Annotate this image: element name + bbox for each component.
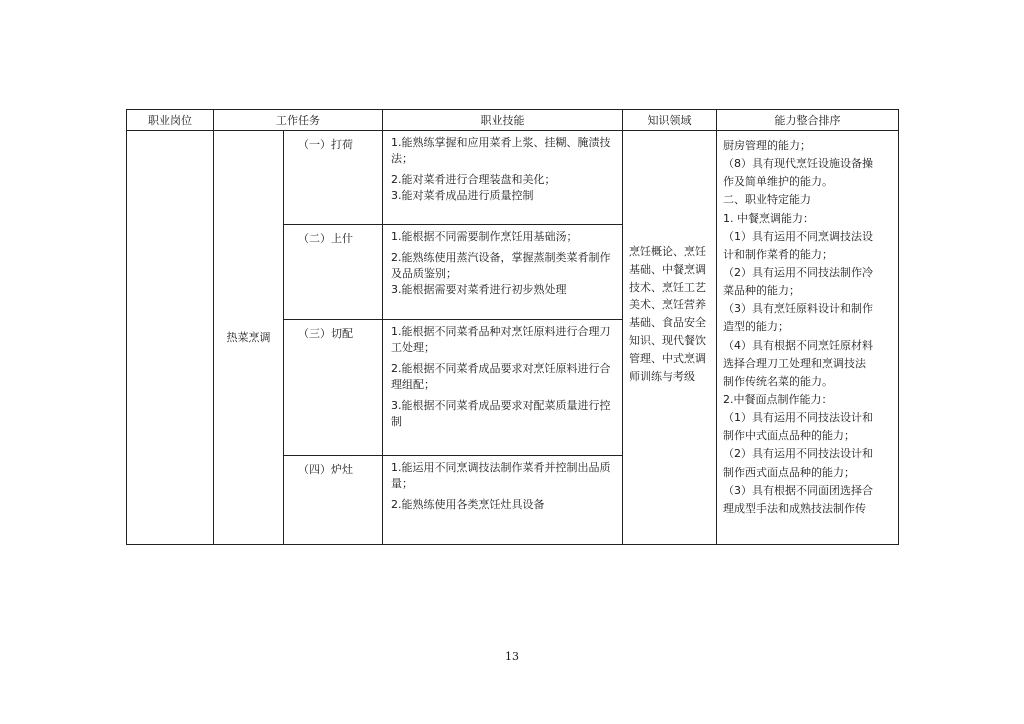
skill-cell [383, 131, 623, 225]
ability-line: 1. 中餐烹调能力： [723, 211, 814, 225]
header-ability: 能力整合排序 [717, 110, 899, 131]
ability-line: （2）具有运用不同技法制作冷 [723, 265, 873, 279]
curriculum-table [126, 109, 899, 545]
knowledge-cell: 烹饪概论、烹饪基础、中餐烹调技术、烹饪工艺美术、烹饪营养基础、食品安全知识、现代餐饮管理、中式烹调师训练与考级 [623, 131, 717, 545]
page-number: 13 [505, 650, 519, 663]
skill-item: 1.能熟练掌握和应用菜肴上浆、挂糊、腌渍技法； [391, 136, 611, 165]
ability-cell [717, 131, 899, 545]
task-cell: （二）上什 [284, 225, 383, 320]
post-name: 热菜烹调 [214, 131, 284, 545]
skill-item: 1.能根据不同菜肴品种对烹饪原料进行合理刀工处理； [391, 325, 611, 354]
skill-item: 2.能熟练使用各类烹饪灶具设备 [391, 497, 545, 511]
task-cell: （一）打荷 [284, 131, 383, 225]
skill-item: 1.能根据不同需要制作烹饪用基础汤； [391, 230, 578, 243]
ability-line: 二、职业特定能力 [723, 193, 811, 207]
table-header-row [127, 110, 899, 131]
header-post: 职业岗位 [127, 110, 214, 131]
skill-item: 3.能对菜肴成品进行质量控制 [391, 188, 534, 202]
skill-cell [383, 225, 623, 320]
header-skill: 职业技能 [383, 110, 623, 131]
ability-line: 选择合理刀工处理和烹调技法 [723, 356, 866, 370]
skill-cell [383, 456, 623, 545]
ability-line: （4）具有根据不同烹饪原材料 [723, 338, 873, 352]
skill-item: 2.能对菜肴进行合理装盘和美化； [391, 172, 556, 186]
ability-line: （8）具有现代烹饪设施设备操 [723, 157, 873, 171]
table-row [127, 131, 899, 225]
header-knowledge: 知识领域 [623, 110, 717, 131]
skill-cell [383, 320, 623, 456]
ability-line: 2.中餐面点制作能力： [723, 392, 833, 406]
ability-line: 造型的能力； [723, 320, 789, 334]
task-cell: （三）切配 [284, 320, 383, 456]
skill-item: 3.能根据需要对菜肴进行初步熟处理 [391, 282, 567, 296]
skill-item: 2.能根据不同菜肴成品要求对烹饪原料进行合理组配； [391, 361, 611, 391]
post-cell [127, 131, 214, 545]
skill-item: 1.能运用不同烹调技法制作菜肴并控制出品质量； [391, 461, 611, 490]
ability-line: （2）具有运用不同技法设计和 [723, 447, 873, 461]
ability-line: （1）具有运用不同烹调技法设 [723, 229, 873, 243]
skill-item: 2.能熟练使用蒸汽设备，掌握蒸制类菜肴制作及品质鉴别； [391, 250, 611, 280]
skill-item: 3.能根据不同菜肴成品要求对配菜质量进行控制 [391, 398, 611, 428]
ability-line: （3）具有根据不同面团选择合 [723, 483, 873, 497]
ability-line: 制作西式面点品种的能力； [723, 465, 855, 479]
ability-line: 计和制作菜肴的能力； [723, 247, 833, 261]
ability-line: 厨房管理的能力； [723, 139, 811, 152]
ability-line: 理成型手法和成熟技法制作传 [723, 501, 866, 515]
ability-line: 作及简单维护的能力。 [723, 175, 833, 189]
ability-line: 制作中式面点品种的能力； [723, 429, 855, 443]
header-task: 工作任务 [214, 110, 383, 131]
ability-line: （3）具有烹饪原料设计和制作 [723, 302, 873, 316]
ability-line: （1）具有运用不同技法设计和 [723, 411, 873, 425]
task-cell: （四）炉灶 [284, 456, 383, 545]
ability-line: 制作传统名菜的能力。 [723, 374, 833, 388]
ability-line: 菜品种的能力； [723, 284, 800, 298]
